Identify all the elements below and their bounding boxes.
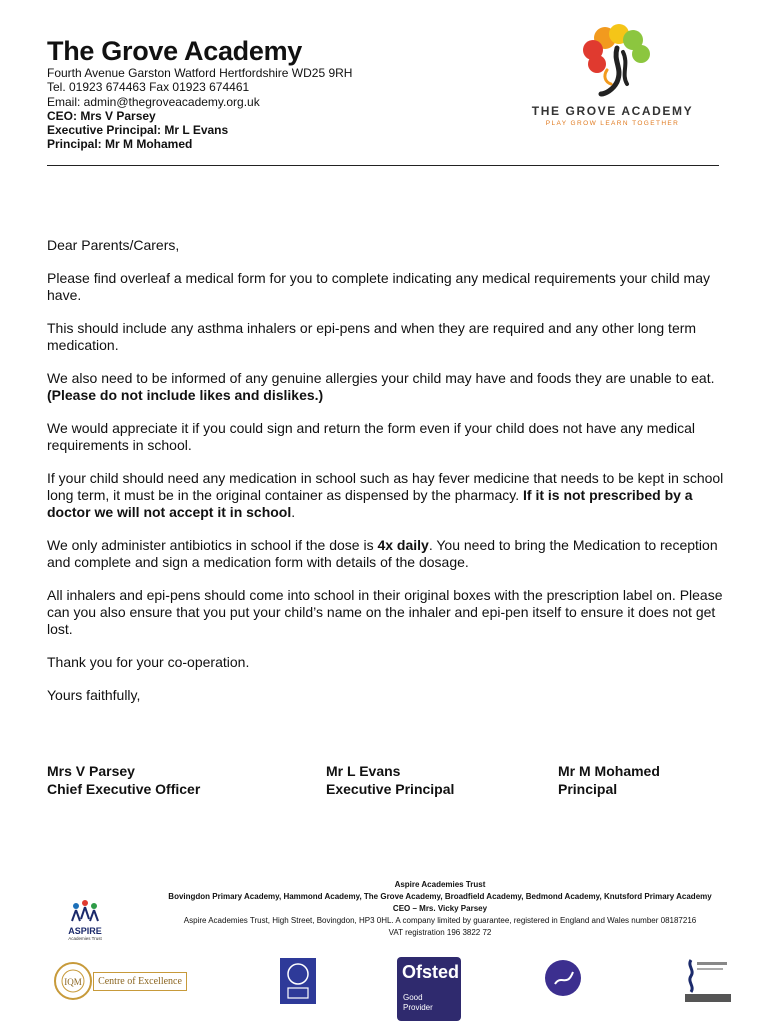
school-address: Fourth Avenue Garston Watford Hertfordshire WD25 9RH <box>47 66 353 80</box>
paragraph-allergies <box>47 370 727 404</box>
signature-principal <box>558 762 660 798</box>
ofsted-badge <box>397 957 461 1021</box>
iqm-badge <box>53 958 185 1004</box>
paragraph-epipens: All inhalers and epi-pens should come into school in their original boxes with the prescription label on. Please can you also ensure that you put your child’s name on the inhaler and epi-pen itself to ensure it does not get lost. <box>47 587 723 637</box>
allergies-note: (Please do not include likes and dislikes.) <box>47 387 324 403</box>
signatory-role: Chief Executive Officer <box>47 781 201 797</box>
school-phone-fax: Tel. 01923 674463 Fax 01923 674461 <box>47 80 250 95</box>
trust-company: Aspire Academies Trust, High Street, Bovingdon, HP3 0HL. A company limited by guarantee, registered in England and Wales number 08187216 <box>183 916 697 925</box>
accreditation-badges <box>0 950 770 1020</box>
signature-exec-principal <box>326 762 454 798</box>
trust-footer <box>140 879 740 939</box>
salutation: Dear Parents/Carers, <box>47 237 180 253</box>
trust-academies: Bovingdon Primary Academy, Hammond Academy, The Grove Academy, Broadfield Academy, Bedmond Academy, Knutsford Primary Academy <box>168 892 712 901</box>
medication-end: . <box>291 504 296 520</box>
paragraph-inhalers: This should include any asthma inhalers or epi-pens and when they are required and any other long term medication. <box>47 320 697 353</box>
exec-principal-line: Executive Principal: Mr L Evans <box>47 123 229 138</box>
school-logo <box>525 24 700 134</box>
paragraph-return-form: We would appreciate it if you could sign and return the form even if your child does not have any medical requirements in school. <box>47 420 695 453</box>
letterhead <box>47 36 467 152</box>
prescription-warning: If it is not prescribed by a doctor we will not accept it in school <box>47 487 693 520</box>
iqm-mark: IQM <box>64 977 82 987</box>
ofsted-rating <box>403 993 433 1013</box>
signature-ceo <box>47 762 200 798</box>
paragraph-antibiotics <box>47 537 727 571</box>
healthy-schools-badge-icon <box>543 958 583 998</box>
signatory-name: Mrs V Parsey <box>47 763 135 779</box>
school-email: Email: admin@thegroveacademy.org.uk <box>47 94 260 109</box>
letter-body <box>47 237 727 720</box>
signatory-name: Mr L Evans <box>326 763 401 779</box>
header-divider <box>47 165 719 166</box>
ofsted-rating-line-2: Provider <box>403 1003 433 1012</box>
principal-line: Principal: Mr M Mohamed <box>47 137 193 152</box>
ofsted-name: Ofsted <box>402 962 460 982</box>
logo-title: THE GROVE ACADEMY <box>531 104 694 118</box>
tree-icon <box>525 24 700 102</box>
aspire-name: ASPIRE <box>68 926 102 936</box>
signatory-name: Mr M Mohamed <box>558 763 660 779</box>
school-name: The Grove Academy <box>47 36 302 66</box>
antibiotics-text-2: . You need to bring the Medication to reception and complete and sign a medication form with details of the dosage. <box>47 537 718 570</box>
closing: Yours faithfully, <box>47 687 141 703</box>
medication-text: If your child should need any medication in school such as hay fever medicine that needs to be kept in school long term, it must be in the original container as dispensed by the pharmacy. <box>47 470 724 503</box>
dose-frequency: 4x daily <box>377 537 429 553</box>
allergies-text: We also need to be informed of any genuine allergies your child may have and foods they are unable to eat. <box>47 370 715 386</box>
signatory-role: Principal <box>558 781 618 797</box>
aspire-subtitle: Academies Trust <box>68 936 102 941</box>
ceo-line: CEO: Mrs V Parsey <box>47 108 156 123</box>
iqm-label: Centre of Excellence <box>93 972 187 991</box>
paragraph-thanks: Thank you for your co-operation. <box>47 654 250 670</box>
antibiotics-text: We only administer antibiotics in school if the dose is <box>47 537 378 553</box>
trust-title: Aspire Academies Trust <box>394 880 486 889</box>
logo-tagline: PLAY GROW LEARN TOGETHER <box>545 120 680 127</box>
paragraph-medical-form: Please find overleaf a medical form for you to complete indicating any medical requirements your child may have. <box>47 270 710 303</box>
paragraph-medication <box>47 470 727 521</box>
school-games-badge-icon <box>280 958 316 1004</box>
signatory-role: Executive Principal <box>326 781 455 797</box>
ofsted-rating-line-1: Good <box>403 993 423 1002</box>
quality-mark-badge-icon <box>685 956 731 1002</box>
aspire-people-icon <box>62 897 108 925</box>
trust-vat: VAT registration 196 3822 72 <box>388 928 492 937</box>
trust-ceo: CEO – Mrs. Vicky Parsey <box>392 904 488 913</box>
iqm-seal-icon <box>53 961 93 1001</box>
